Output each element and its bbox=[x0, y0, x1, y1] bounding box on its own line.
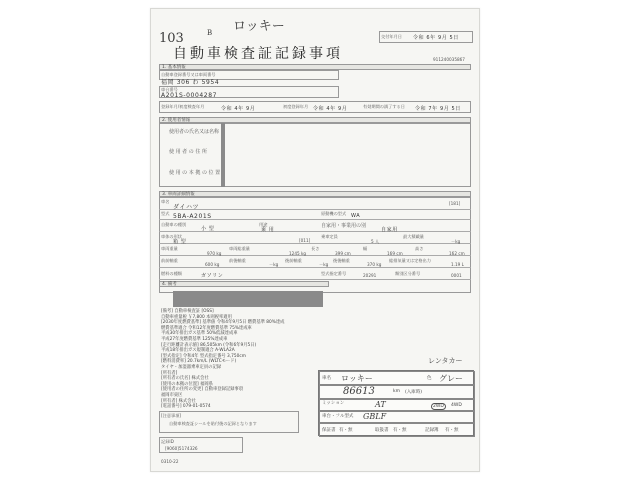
remark-line: 平成30年排出ガス基準 50%低減達成車 bbox=[161, 331, 238, 337]
category-number-label: 類別区分番号 bbox=[395, 271, 421, 276]
card-transmission-label: ミッション bbox=[322, 401, 345, 406]
max-load-label: 最大積載量 bbox=[403, 234, 424, 239]
remark-line: 燃費基準適合 令和12年度燃費基準 75%達成車 bbox=[161, 325, 252, 331]
gross-weight-label: 車両総重量 bbox=[229, 246, 250, 251]
handwritten-rental-note: レンタカー bbox=[428, 357, 463, 365]
remark-line: [備考] 自動車検査証 [OSS] bbox=[161, 309, 214, 314]
displacement-value: 1.19 L bbox=[451, 262, 464, 267]
engine-value: WA bbox=[351, 213, 361, 219]
card-color-value: グレー bbox=[439, 374, 463, 383]
remark-line: [走行距離計表示値] 86,505km (令和6年9月5日) bbox=[161, 342, 257, 348]
length-label: 長さ bbox=[311, 246, 320, 251]
exam-value: 令和 4年 9月 bbox=[313, 106, 348, 112]
chassis-label: 車台番号 bbox=[161, 87, 178, 92]
remark-line: タイヤ・加湿器乗車定員の記録 bbox=[161, 364, 222, 370]
owner-redaction bbox=[221, 123, 225, 187]
body-shape-code: [011] bbox=[299, 238, 311, 243]
handwritten-number: 103 bbox=[159, 31, 184, 46]
rear-rear-axle-value: 370 kg bbox=[367, 262, 382, 267]
remarks-block bbox=[161, 309, 284, 410]
remark-line: [使用者の住所の変更] 自動車登録記録事項 bbox=[161, 387, 244, 393]
card-transmission-value: AT bbox=[375, 400, 386, 409]
remark-line: [所有者の氏名] 株式会社 bbox=[161, 376, 209, 382]
doc-number: 911240035867 bbox=[433, 57, 465, 62]
card-insurance-label: 保証書 bbox=[322, 428, 336, 433]
remark-line: 平成27年度燃費基準 125%達成車 bbox=[161, 336, 228, 342]
remark-line: [電話番号] 079-01-0574 bbox=[161, 404, 211, 410]
reg-number-value: 福岡 306 わ 5954 bbox=[161, 79, 220, 86]
remark-line: 自動車重量税 ￥7,800 本則税率適用 bbox=[161, 314, 232, 320]
issue-date-label: 交付年月日 bbox=[381, 34, 402, 39]
card-km-label: km bbox=[393, 389, 400, 394]
handwritten-b-mark: B bbox=[207, 29, 213, 37]
make-label: 車名 bbox=[161, 199, 170, 204]
section-owner: 2. 使用者情報 bbox=[159, 117, 471, 123]
capacity-value: 5 人 bbox=[371, 239, 380, 244]
weight-value: 970 kg bbox=[207, 251, 222, 256]
card-km-value: 86613 bbox=[343, 386, 375, 397]
card-model-value: GBLF bbox=[363, 412, 387, 421]
section-basic: 1. 基本情報 bbox=[159, 64, 471, 70]
issue-date-value: 令和 6年 9月 5日 bbox=[413, 35, 459, 41]
rear-front-axle-label: 後前軸重 bbox=[285, 258, 302, 263]
gross-weight-value: 1245 kg bbox=[289, 251, 307, 256]
section-remarks: 4. 備考 bbox=[159, 281, 329, 287]
remark-line: [所有者] bbox=[161, 370, 178, 376]
remark-line: 福岡市東区 bbox=[161, 392, 183, 398]
remark-line: [所有者] 株式会社 bbox=[161, 398, 196, 404]
exam-label: 初度登録年月 bbox=[283, 104, 309, 109]
record-id-value: [9060]5174326 bbox=[165, 446, 198, 451]
owner-name-label: 使用者の氏名又は名称 bbox=[169, 129, 220, 135]
card-record-options: 有・無 bbox=[445, 428, 459, 433]
remarks-redaction bbox=[173, 291, 323, 307]
first-reg-value: 令和 4年 9月 bbox=[221, 106, 256, 112]
rear-front-axle-value: －kg bbox=[319, 262, 329, 267]
remark-line: [型式指定] 令和4年 型式指定番号 3,750cm bbox=[161, 353, 246, 359]
make-code: [181] bbox=[449, 201, 461, 206]
displacement-label: 総排気量又は定格出力 bbox=[389, 258, 431, 263]
handwritten-vehicle-name: ロッキー bbox=[233, 19, 285, 34]
page-title: 自動車検査証記録事項 bbox=[173, 46, 343, 62]
front-front-axle-value: 600 kg bbox=[205, 262, 220, 267]
body-shape-value: 箱 型 bbox=[173, 239, 187, 245]
vehicle-type-label: 自動車の種別 bbox=[161, 222, 187, 227]
spec-number-label: 型式指定番号 bbox=[321, 271, 347, 276]
remark-line: [燃料消費率] 20.7km/L (WLTCモード) bbox=[161, 359, 237, 365]
card-record-label: 記録簿 bbox=[425, 428, 439, 433]
card-insurance-options: 有・無 bbox=[339, 428, 353, 433]
model-label: 型式 bbox=[161, 211, 170, 216]
card-manual-options: 有・無 bbox=[393, 428, 407, 433]
engine-label: 原動機の型式 bbox=[321, 211, 347, 216]
chassis-value: A201S-0004287 bbox=[161, 92, 218, 99]
first-reg-label: 登録年月/初度検査年月 bbox=[161, 104, 205, 109]
spec-number-value: 20291 bbox=[363, 273, 377, 278]
model-value: 5BA-A201S bbox=[173, 213, 212, 220]
category-number-value: 0001 bbox=[451, 273, 462, 278]
remark-line: 平成18年排出ガス規制適合 A-WLA2A bbox=[161, 348, 235, 354]
expiry-value: 令和 7年 9月 5日 bbox=[415, 106, 461, 112]
fuel-label: 燃料の種類 bbox=[161, 271, 182, 276]
capacity-label: 乗車定員 bbox=[321, 234, 338, 239]
make-value: ダイハツ bbox=[173, 204, 200, 211]
notice-text: 自動車検査証シールを貼付後の記録となります bbox=[169, 421, 257, 426]
card-drive-4wd: 4WD bbox=[451, 403, 462, 408]
width-value: 169 cm bbox=[387, 251, 403, 256]
weight-label: 車両重量 bbox=[161, 246, 178, 251]
card-manual-label: 取扱書 bbox=[375, 428, 389, 433]
max-load-value: －kg bbox=[451, 239, 461, 244]
card-color-label: 色 bbox=[427, 376, 432, 381]
rental-intake-card bbox=[318, 370, 474, 436]
front-front-axle-label: 前前軸重 bbox=[161, 258, 178, 263]
card-name-label: 車名 bbox=[322, 376, 331, 381]
reg-number-label: 自動車登録番号又は車両番号 bbox=[161, 72, 216, 77]
owner-address-label: 使 用 者 の 住 所 bbox=[169, 149, 207, 155]
length-value: 399 cm bbox=[335, 251, 351, 256]
purpose-label: 自家用・事業用の別 bbox=[321, 223, 367, 229]
front-rear-axle-value: －kg bbox=[269, 262, 279, 267]
record-id-label: 記録ID bbox=[161, 439, 174, 444]
fuel-value: ガソリン bbox=[201, 273, 224, 279]
card-name-value: ロッキー bbox=[341, 374, 373, 383]
section-vehicle: 3. 車両詳細情報 bbox=[159, 191, 471, 197]
remark-line: [使用の本拠の位置] 福岡県 bbox=[161, 381, 213, 387]
height-value: 162 cm bbox=[449, 251, 465, 256]
expiry-label: 有効期間の満了する日 bbox=[363, 104, 405, 109]
use-value: 乗 用 bbox=[261, 227, 275, 233]
width-label: 幅 bbox=[363, 246, 368, 251]
height-label: 高さ bbox=[415, 246, 424, 251]
remark-line: [2030年度燃費基準] 基準値 令和4年9月5日 燃費基準 80%達成 bbox=[161, 320, 285, 326]
card-km-note: (入庫時) bbox=[405, 390, 423, 395]
purpose-value: 自家用 bbox=[381, 227, 398, 233]
use-label: 用途 bbox=[259, 222, 268, 227]
owner-base-label: 使 用 の 本 拠 の 位 置 bbox=[169, 170, 221, 176]
card-model-label: 車台・フル型式 bbox=[322, 414, 354, 419]
rear-rear-axle-label: 後後軸重 bbox=[333, 258, 350, 263]
body-shape-label: 車体の形状 bbox=[161, 234, 182, 239]
form-code: 0310-22 bbox=[161, 459, 179, 464]
notice-label: [注意事項] bbox=[161, 413, 182, 418]
card-drive-2wd: 2WD bbox=[433, 404, 444, 409]
vehicle-type-value: 小 型 bbox=[201, 226, 215, 232]
front-rear-axle-label: 前後軸重 bbox=[229, 258, 246, 263]
